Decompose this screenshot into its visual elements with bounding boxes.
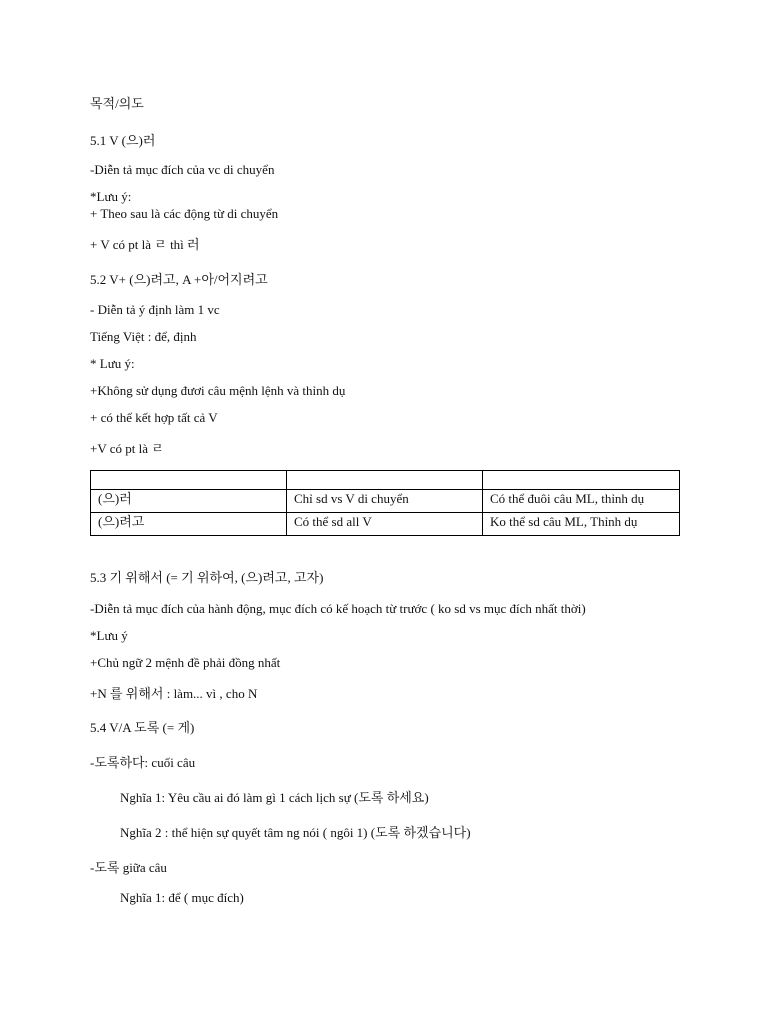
text-line: -도록 giữa câu xyxy=(90,860,167,875)
text-line: -도록하다: cuối câu xyxy=(90,755,196,770)
note-label: *Lưu ý: xyxy=(90,189,132,204)
table-row xyxy=(91,490,680,513)
meaning-line: Nghĩa 1: Yêu cầu ai đó làm gì 1 cách lịch sự (도록 하세요) xyxy=(120,790,429,805)
text-line: +N 를 위해서 : làm... vì , cho N xyxy=(90,686,258,701)
table-cell: (으)러 xyxy=(91,490,287,513)
text-line: +Chủ ngữ 2 mệnh đề phải đồng nhất xyxy=(90,655,281,670)
comparison-table xyxy=(90,470,680,536)
text-line: +V có pt là ㄹ xyxy=(90,441,164,456)
heading-purpose-intention: 목적/의도 xyxy=(90,96,144,111)
text-line: -Diễn tả mục đích của vc di chuyển xyxy=(90,162,275,177)
table-header-cell xyxy=(483,471,680,490)
table-cell: Có thể sd all V xyxy=(287,513,483,536)
section-heading-5-4: 5.4 V/A 도록 (= 게) xyxy=(90,720,195,735)
section-heading-5-1: 5.1 V (으)러 xyxy=(90,133,156,148)
text-line: + Theo sau là các động từ di chuyển xyxy=(90,206,279,221)
text-line: + có thể kết hợp tất cả V xyxy=(90,410,218,425)
section-heading-5-2: 5.2 V+ (으)려고, A +아/어지려고 xyxy=(90,272,268,287)
note-label: * Lưu ý: xyxy=(90,356,135,371)
table-cell: Ko thể sd câu ML, Thỉnh dụ xyxy=(483,513,680,536)
meaning-line: Nghĩa 1: để ( mục đích) xyxy=(120,890,244,905)
table-header-cell xyxy=(287,471,483,490)
table-row xyxy=(91,513,680,536)
text-line: +Không sử dụng đươi câu mệnh lệnh và thỉnh dụ xyxy=(90,383,346,398)
table-header-row xyxy=(91,471,680,490)
table-header-cell xyxy=(91,471,287,490)
text-line: + V có pt là ㄹ thì 러 xyxy=(90,237,200,252)
text-line: -Diễn tả mục đích của hành động, mục đích có kế hoạch từ trước ( ko sd vs mục đích nhất thời) xyxy=(90,601,586,616)
meaning-line: Nghĩa 2 : thể hiện sự quyết tâm ng nói ( ngôi 1) (도록 하겠습니다) xyxy=(120,825,471,840)
table-cell: Có thể đuôi câu ML, thỉnh dụ xyxy=(483,490,680,513)
note-label: *Lưu ý xyxy=(90,628,128,643)
text-line: - Diễn tả ý định làm 1 vc xyxy=(90,302,220,317)
table-cell: (으)려고 xyxy=(91,513,287,536)
section-heading-5-3: 5.3 기 위해서 (= 기 위하여, (으)려고, 고자) xyxy=(90,570,324,585)
text-line: Tiếng Việt : để, định xyxy=(90,329,197,344)
table-cell: Chỉ sd vs V di chuyển xyxy=(287,490,483,513)
